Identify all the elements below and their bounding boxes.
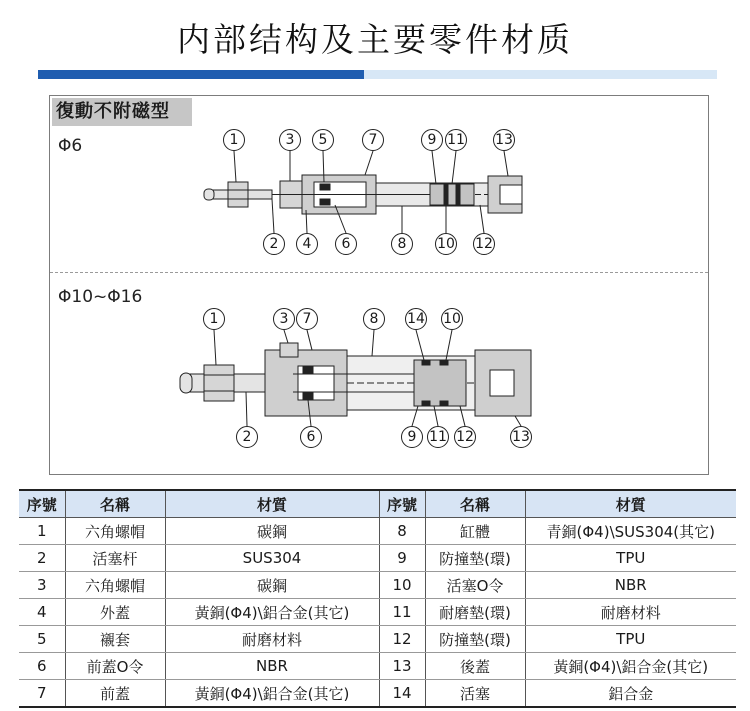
section-a-label: Φ6 bbox=[58, 136, 83, 156]
cell-no: 5 bbox=[19, 626, 65, 653]
header-name: 名稱 bbox=[425, 490, 525, 518]
cell-material: 碳鋼 bbox=[165, 572, 379, 599]
table-row bbox=[19, 545, 736, 572]
section-b-label: Φ10~Φ16 bbox=[58, 287, 143, 307]
callout-a-9: 9 bbox=[421, 129, 443, 151]
callout-b-6: 6 bbox=[300, 426, 322, 448]
cell-no: 9 bbox=[379, 545, 425, 572]
callout-a-2: 2 bbox=[263, 233, 285, 255]
cell-no: 10 bbox=[379, 572, 425, 599]
callout-b-8: 8 bbox=[363, 308, 385, 330]
callout-a-7: 7 bbox=[362, 129, 384, 151]
callout-b-2: 2 bbox=[236, 426, 258, 448]
header-name: 名稱 bbox=[65, 490, 165, 518]
table-row bbox=[19, 626, 736, 653]
callout-b-10: 10 bbox=[441, 308, 463, 330]
cell-material: TPU bbox=[525, 545, 736, 572]
cell-no: 11 bbox=[379, 599, 425, 626]
cell-name: 前蓋 bbox=[65, 680, 165, 708]
cylinder-b bbox=[180, 330, 531, 426]
callout-a-5: 5 bbox=[312, 129, 334, 151]
cell-no: 13 bbox=[379, 653, 425, 680]
callout-b-9: 9 bbox=[401, 426, 423, 448]
header-no: 序號 bbox=[19, 490, 65, 518]
table-row bbox=[19, 572, 736, 599]
cell-no: 8 bbox=[379, 518, 425, 545]
cell-name: 外蓋 bbox=[65, 599, 165, 626]
cell-name: 活塞 bbox=[425, 680, 525, 708]
cell-name: 耐磨墊(環) bbox=[425, 599, 525, 626]
table-header-row bbox=[19, 490, 736, 518]
cell-material: SUS304 bbox=[165, 545, 379, 572]
cell-name: 活塞O令 bbox=[425, 572, 525, 599]
table-row bbox=[19, 518, 736, 545]
cell-no: 2 bbox=[19, 545, 65, 572]
cell-name: 襯套 bbox=[65, 626, 165, 653]
cell-no: 3 bbox=[19, 572, 65, 599]
callout-a-13: 13 bbox=[493, 129, 515, 151]
cell-no: 14 bbox=[379, 680, 425, 708]
cell-no: 12 bbox=[379, 626, 425, 653]
callout-b-11: 11 bbox=[427, 426, 449, 448]
cell-no: 6 bbox=[19, 653, 65, 680]
callout-b-7: 7 bbox=[296, 308, 318, 330]
cell-no: 7 bbox=[19, 680, 65, 708]
header-no: 序號 bbox=[379, 490, 425, 518]
callout-b-13: 13 bbox=[510, 426, 532, 448]
callout-b-1: 1 bbox=[203, 308, 225, 330]
cell-name: 前蓋O令 bbox=[65, 653, 165, 680]
cell-material: NBR bbox=[165, 653, 379, 680]
cylinder-a bbox=[204, 151, 522, 233]
type-label: 復動不附磁型 bbox=[52, 98, 192, 126]
cell-no: 1 bbox=[19, 518, 65, 545]
cell-material: 鋁合金 bbox=[525, 680, 736, 708]
callout-a-12: 12 bbox=[473, 233, 495, 255]
cell-name: 六角螺帽 bbox=[65, 518, 165, 545]
cell-name: 活塞杆 bbox=[65, 545, 165, 572]
cell-material: TPU bbox=[525, 626, 736, 653]
cell-name: 缸體 bbox=[425, 518, 525, 545]
callout-a-8: 8 bbox=[391, 233, 413, 255]
page-title: 内部结构及主要零件材质 bbox=[177, 20, 573, 59]
callout-b-3: 3 bbox=[273, 308, 295, 330]
cell-material: 耐磨材料 bbox=[525, 599, 736, 626]
cell-name: 防撞墊(環) bbox=[425, 626, 525, 653]
callout-a-6: 6 bbox=[335, 233, 357, 255]
cell-material: 耐磨材料 bbox=[165, 626, 379, 653]
cell-material: 碳鋼 bbox=[165, 518, 379, 545]
table-row bbox=[19, 680, 736, 708]
callout-a-4: 4 bbox=[296, 233, 318, 255]
cell-material: 黃銅(Φ4)\鋁合金(其它) bbox=[525, 653, 736, 680]
cell-material: 黃銅(Φ4)\鋁合金(其它) bbox=[165, 599, 379, 626]
cell-material: 青銅(Φ4)\SUS304(其它) bbox=[525, 518, 736, 545]
header-material: 材質 bbox=[165, 490, 379, 518]
callout-b-14: 14 bbox=[405, 308, 427, 330]
callout-a-10: 10 bbox=[435, 233, 457, 255]
callout-a-11: 11 bbox=[445, 129, 467, 151]
cell-material: 黃銅(Φ4)\鋁合金(其它) bbox=[165, 680, 379, 708]
table-row bbox=[19, 653, 736, 680]
parts-material-table bbox=[19, 489, 736, 708]
cell-no: 4 bbox=[19, 599, 65, 626]
table-row bbox=[19, 599, 736, 626]
callout-a-3: 3 bbox=[279, 129, 301, 151]
cell-material: NBR bbox=[525, 572, 736, 599]
cell-name: 後蓋 bbox=[425, 653, 525, 680]
cell-name: 六角螺帽 bbox=[65, 572, 165, 599]
header-material: 材質 bbox=[525, 490, 736, 518]
callout-b-12: 12 bbox=[454, 426, 476, 448]
callout-a-1: 1 bbox=[223, 129, 245, 151]
cell-name: 防撞墊(環) bbox=[425, 545, 525, 572]
